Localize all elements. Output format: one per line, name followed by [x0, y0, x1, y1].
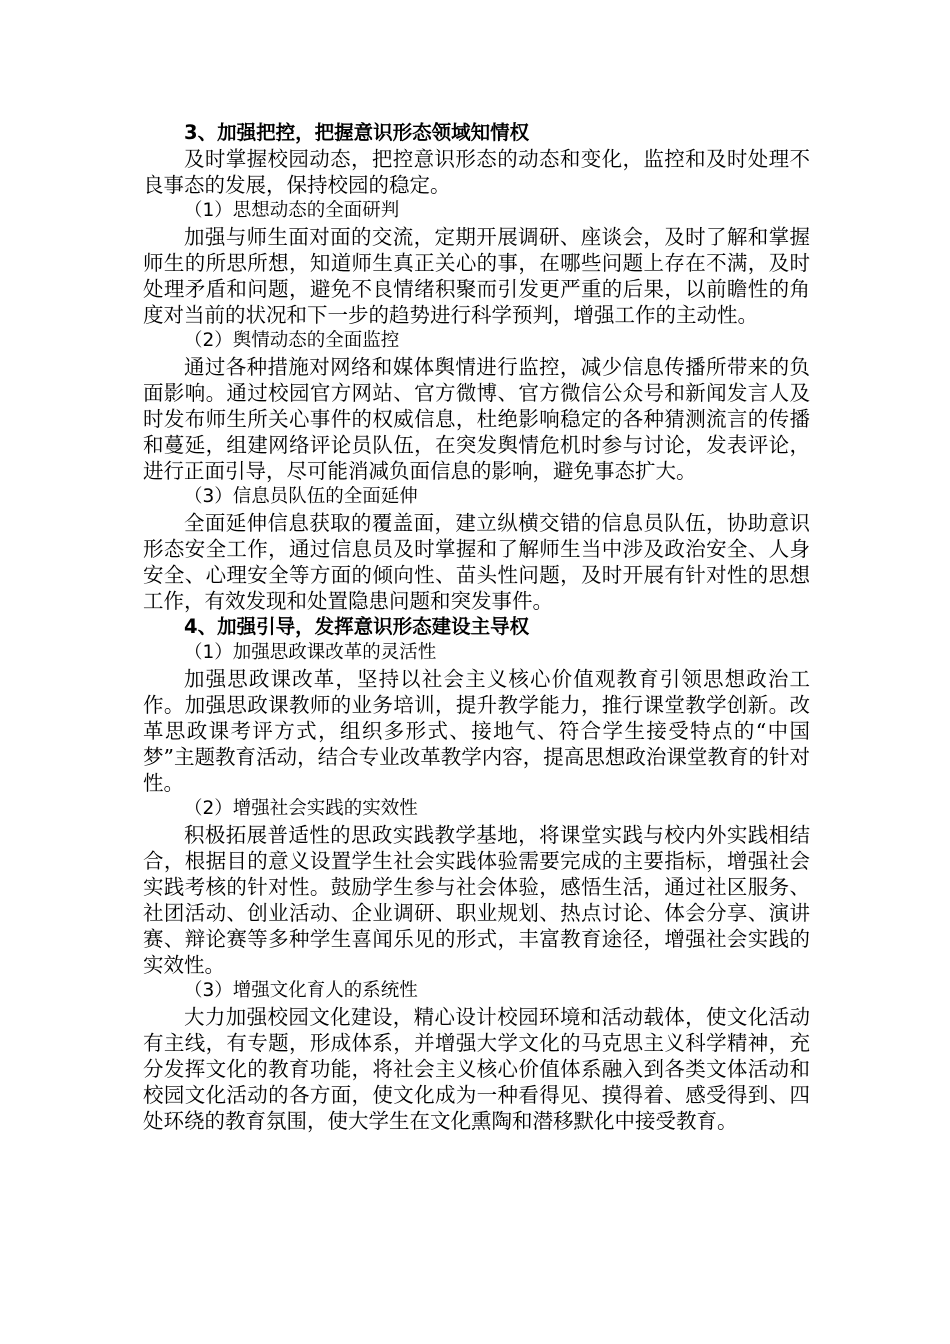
section-3-item-1-title: （1）思想动态的全面研判: [184, 200, 400, 221]
section-3-item-3-text: 全面延伸信息获取的覆盖面，建立纵横交错的信息员队伍，协助意识形态安全工作，通过信息员及时掌握和了解师生当中涉及政治安全、人身安全、心理安全等方面的倾向性、苗头性问题，及时开展有针对性的思想工作，有效发现和处置隐患问题和突发事件。: [143, 511, 810, 613]
section-4-heading: 4、加强引导，发挥意识形态建设主导权: [184, 615, 530, 638]
section-4-item-2-text: 积极拓展普适性的思政实践教学基地，将课堂实践与校内外实践相结合，根据目的意义设置学生社会实践体验需要完成的主要指标，增强社会实践考核的针对性。鼓励学生参与社会体验，感悟生活，通过社区服务、社团活动、创业活动、企业调研、职业规划、热点讨论、体会分享、演讲赛、辩论赛等多种学生喜闻乐见的形式，丰富教育途径，增强社会实践的实效性。: [143, 823, 810, 977]
section-3-heading: 3、加强把控，把握意识形态领域知情权: [184, 121, 530, 144]
section-3-item-3-title: （3）信息员队伍的全面延伸: [184, 486, 418, 507]
section-4-item-1-title: （1）加强思政课改革的灵活性: [184, 642, 437, 663]
section-4-item-2-title: （2）增强社会实践的实效性: [184, 798, 418, 819]
section-3-item-2-text: 通过各种措施对网络和媒体舆情进行监控，减少信息传播所带来的负面影响。通过校园官方网站、官方微博、官方微信公众号和新闻发言人及时发布师生所关心事件的权威信息，杜绝影响稳定的各种猜测流言的传播和蔓延，组建网络评论员队伍，在突发舆情危机时参与讨论，发表评论，进行正面引导，尽可能消减负面信息的影响，避免事态扩大。: [143, 355, 810, 483]
document-page: [143, 120, 810, 1134]
section-4-item-1-text: 加强思政课改革，坚持以社会主义核心价值观教育引领思想政治工作。加强思政课教师的业务培训，提升教学能力，推行课堂教学创新。改革思政课考评方式，组织多形式、接地气、符合学生接受特点的“中国梦”主题教育活动，结合专业改革教学内容，提高思想政治课堂教育的针对性。: [143, 667, 810, 795]
section-4-item-3-title: （3）增强文化育人的系统性: [184, 980, 418, 1001]
section-3-intro: 及时掌握校园动态，把控意识形态的动态和变化，监控和及时处理不良事态的发展，保持校园的稳定。: [143, 147, 810, 197]
section-3-item-2-title: （2）舆情动态的全面监控: [184, 330, 400, 351]
section-3-item-1-text: 加强与师生面对面的交流，定期开展调研、座谈会，及时了解和掌握师生的所思所想，知道师生真正关心的事，在哪些问题上存在不满，及时处理矛盾和问题，避免不良情绪积聚而引发更严重的后果，以前瞻性的角度对当前的状况和下一步的趋势进行科学预判，增强工作的主动性。: [143, 225, 810, 327]
section-4-item-3-text: 大力加强校园文化建设，精心设计校园环境和活动载体，使文化活动有主线，有专题，形成体系，并增强大学文化的马克思主义科学精神，充分发挥文化的教育功能，将社会主义核心价值体系融入到各类文体活动和校园文化活动的各方面，使文化成为一种看得见、摸得着、感受得到、四处环绕的教育氛围，使大学生在文化熏陶和潜移默化中接受教育。: [143, 1005, 810, 1133]
